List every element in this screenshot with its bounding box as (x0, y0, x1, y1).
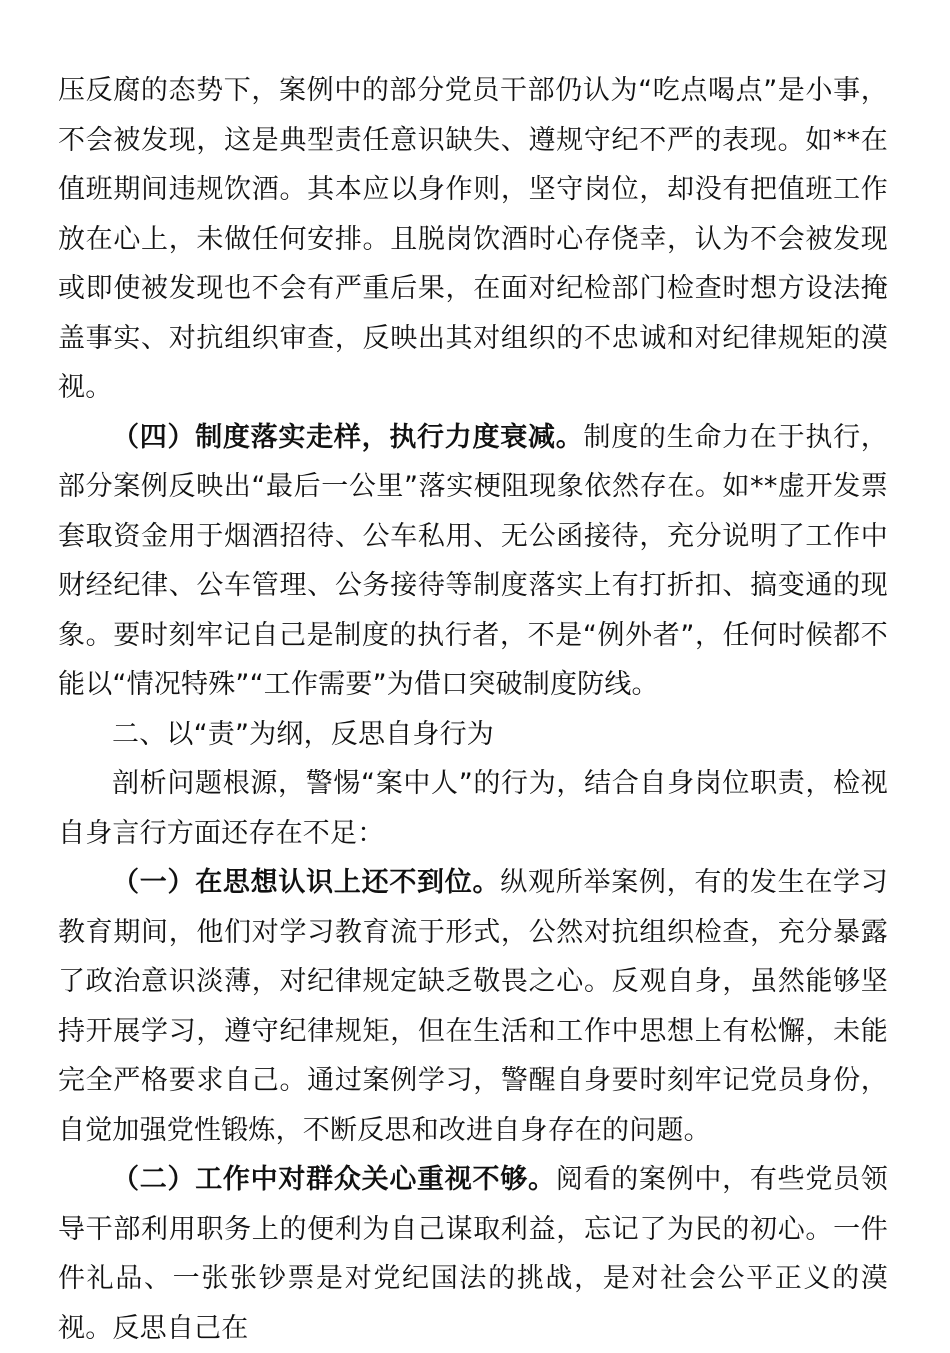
section-heading: 二、以“责”为纲，反思自身行为 (112, 718, 494, 750)
paragraph-3 (58, 759, 888, 858)
paragraph-2-lead: （四）制度落实走样，执行力度衰减。 (112, 421, 584, 453)
paragraph-2-text: 制度的生命力在于执行，部分案例反映出“最后一公里”落实梗阻现象依然存在。如**虚开发票套取资金用于烟酒招待、公车私用、无公函接待，充分说明了工作中财经纪律、公车管理、公务接待等制度落实上有打折扣、搞变通的现象。要时刻牢记自己是制度的执行者，不是“例外者”，任何时候都不能以“情况特殊”“工作需要”为借口突破制度防线。 (58, 421, 888, 700)
paragraph-2 (58, 413, 888, 710)
paragraph-5-text: 阅看的案例中，有些党员领导干部利用职务上的便利为自己谋取利益，忘记了为民的初心。一件件礼品、一张张钞票是对党纪国法的挑战，是对社会公平正义的漠视。反思自己在 (58, 1164, 888, 1344)
paragraph-1 (58, 66, 888, 413)
paragraph-1-text: 压反腐的态势下，案例中的部分党员干部仍认为“吃点喝点”是小事，不会被发现，这是典型责任意识缺失、遵规守纪不严的表现。如**在值班期间违规饮酒。其本应以身作则，坚守岗位，却没有把值班工作放在心上，未做任何安排。且脱岗饮酒时心存侥幸，认为不会被发现或即使被发现也不会有严重后果，在面对纪检部门检查时想方设法掩盖事实、对抗组织审查，反映出其对组织的不忠诚和对纪律规矩的漠视。 (58, 75, 888, 403)
paragraph-4-lead: （一）在思想认识上还不到位。 (112, 867, 501, 898)
paragraph-4-text: 纵观所举案例，有的发生在学习教育期间，他们对学习教育流于形式，公然对抗组织检查，充分暴露了政治意识淡薄，对纪律规定缺乏敬畏之心。反观自身，虽然能够坚持开展学习，遵守纪律规矩，但在生活和工作中思想上有松懈，未能完全严格要求自己。通过案例学习，警醒自身要时刻牢记党员身份，自觉加强党性锻炼，不断反思和改进自身存在的问题。 (58, 867, 888, 1146)
paragraph-3-text: 剖析问题根源，警惕“案中人”的行为，结合自身岗位职责，检视自身言行方面还存在不足： (58, 768, 888, 849)
paragraph-4 (58, 858, 888, 1155)
document-body (58, 66, 888, 1353)
paragraph-5-lead: （二）工作中对群众关心重视不够。 (112, 1164, 556, 1195)
paragraph-5 (58, 1155, 888, 1353)
